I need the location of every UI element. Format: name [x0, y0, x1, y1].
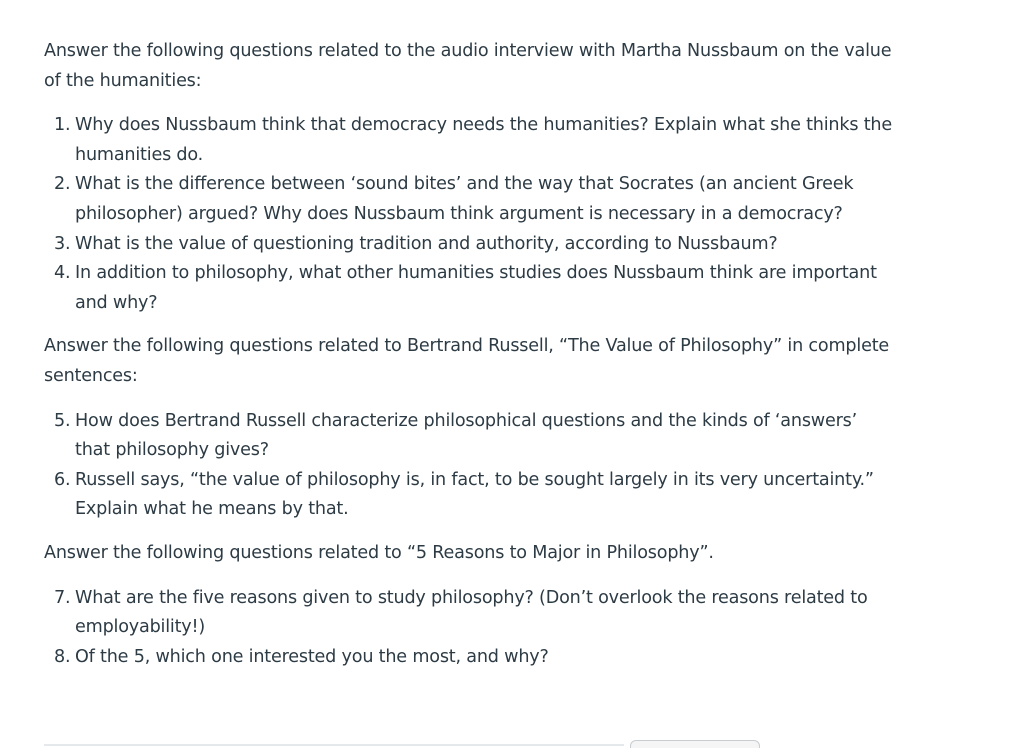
- question-item: [44, 466, 894, 525]
- question-list-russell: [44, 407, 894, 525]
- question-number: 5.: [54, 410, 71, 431]
- question-list-nussbaum: [44, 111, 894, 318]
- question-number: 7.: [54, 587, 71, 608]
- question-item: [44, 111, 894, 170]
- bottom-tab-button[interactable]: [630, 740, 760, 748]
- question-item: [44, 170, 894, 229]
- question-number: 6.: [54, 469, 71, 490]
- section-intro-russell: Answer the following questions related to Bertrand Russell, “The Value of Philosophy” in complete sentences:: [44, 336, 890, 386]
- question-item: [44, 643, 894, 673]
- section-intro-five-reasons: Answer the following questions related to “5 Reasons to Major in Philosophy”.: [44, 542, 714, 563]
- question-number: 1.: [54, 115, 71, 136]
- question-text: Why does Nussbaum think that democracy needs the humanities? Explain what she thinks the humanities do.: [75, 115, 893, 165]
- question-item: [44, 230, 894, 260]
- assignment-content: [44, 37, 894, 686]
- question-text: Russell says, “the value of philosophy is, in fact, to be sought largely in its very uncertainty.” Explain what he means by that.: [75, 469, 874, 520]
- question-number: 3.: [54, 233, 71, 254]
- question-text: How does Bertrand Russell characterize philosophical questions and the kinds of ‘answers’ that philosophy gives?: [75, 410, 858, 461]
- question-text: What is the difference between ‘sound bites’ and the way that Socrates (an ancient Greek philosopher) argued? Why does Nussbaum think argument is necessary in a democracy?: [75, 174, 854, 224]
- section-intro-nussbaum: Answer the following questions related to the audio interview with Martha Nussbaum on the value of the humanities:: [44, 41, 892, 91]
- question-item: [44, 407, 894, 466]
- question-item: [44, 584, 894, 643]
- question-text: What is the value of questioning tradition and authority, according to Nussbaum?: [75, 233, 778, 254]
- question-text: What are the five reasons given to study philosophy? (Don’t overlook the reasons related to employability!): [75, 587, 868, 638]
- question-number: 8.: [54, 646, 71, 667]
- question-number: 4.: [54, 263, 71, 284]
- question-item: [44, 259, 894, 318]
- divider: [44, 744, 624, 746]
- question-list-five-reasons: [44, 584, 894, 673]
- question-text: In addition to philosophy, what other humanities studies does Nussbaum think are important and why?: [75, 263, 877, 313]
- question-text: Of the 5, which one interested you the most, and why?: [75, 646, 549, 667]
- question-number: 2.: [54, 174, 71, 195]
